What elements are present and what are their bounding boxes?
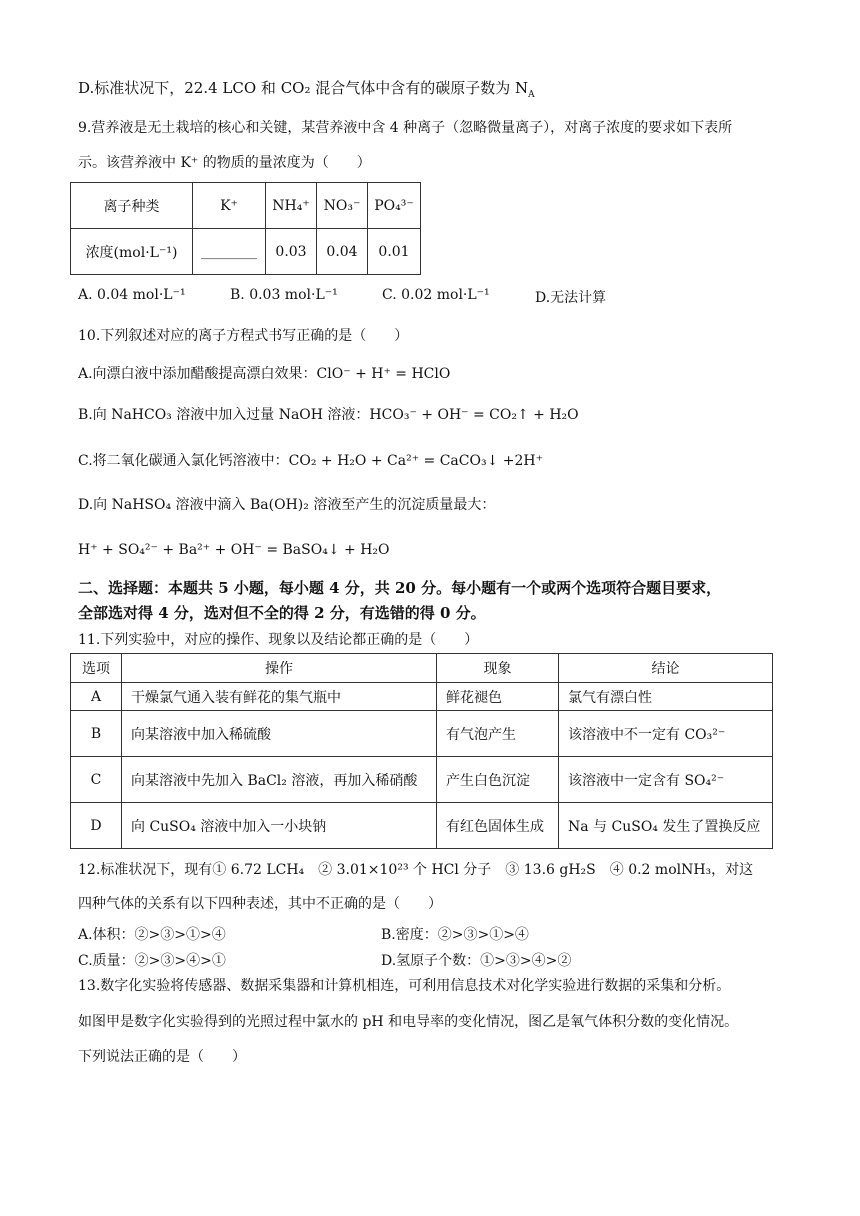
q13-stem-line3: 下列说法正确的是（ ） [78, 1049, 246, 1065]
q11-row-c-label: C [71, 757, 122, 803]
section2-heading-line2: 全部选对得 4 分，选对但不全的得 2 分，有选错的得 0 分。 [78, 604, 486, 622]
section2-heading-line1: 二、选择题：本题共 5 小题，每小题 4 分，共 20 分。每小题有一个或两个选项符合题目要求， [78, 579, 722, 597]
q12-option-b: B.密度：②>③>①>④ [381, 927, 529, 943]
q10-option-a: A.向漂白液中添加醋酸提高漂白效果：ClO⁻ + H⁺ = HClO [78, 366, 451, 382]
q12-option-d: D.氢原子个数：①>③>④>② [381, 953, 572, 969]
q13-stem-line2: 如图甲是数字化实验得到的光照过程中氯水的 pH 和电导率的变化情况，图乙是氧气体积分数的变化情况。 [78, 1014, 739, 1030]
q9-stem-line1: 9.营养液是无土栽培的核心和关键，某营养液中含 4 种离子（忽略微量离子），对离子浓度的要求如下表所 [78, 120, 733, 136]
q11-stem: 11.下列实验中，对应的操作、现象以及结论都正确的是（ ） [78, 632, 479, 648]
q11-row-b-phenomenon: 有气泡产生 [437, 711, 559, 757]
q9-header-k: K⁺ [193, 183, 266, 229]
q11-row-d-label: D [71, 803, 122, 849]
q11-header-phenomenon: 现象 [437, 654, 559, 683]
q10-option-c: C.将二氧化碳通入氯化钙溶液中：CO₂ + H₂O + Ca²⁺ = CaCO₃↓ +2H⁺ [78, 453, 543, 469]
q11-header-operation: 操作 [122, 654, 437, 683]
q9-header-no3: NO₃⁻ [317, 183, 368, 229]
q9-k-blank: ________ [193, 229, 266, 275]
q9-row-label: 浓度(mol·L⁻¹) [71, 229, 193, 275]
q11-row-a-conclusion: 氯气有漂白性 [559, 683, 773, 711]
q12-option-a: A.体积：②>③>①>④ [78, 927, 226, 943]
q11-row-b-label: B [71, 711, 122, 757]
q11-row-c-operation: 向某溶液中先加入 BaCl₂ 溶液，再加入稀硝酸 [122, 757, 437, 803]
q9-option-a: A. 0.04 mol·L⁻¹ [78, 287, 186, 303]
q9-header-po4: PO₄³⁻ [368, 183, 421, 229]
q11-header-conclusion: 结论 [559, 654, 773, 683]
q12-stem-line1: 12.标准状况下，现有① 6.72 LCH₄ ② 3.01×10²³ 个 HCl 分子 ③ 13.6 gH₂S ④ 0.2 molNH₃，对这 [78, 862, 754, 878]
q10-option-d-line2: H⁺ + SO₄²⁻ + Ba²⁺ + OH⁻ = BaSO₄↓ + H₂O [78, 542, 390, 558]
q11-row-a-label: A [71, 683, 122, 711]
q12-option-c: C.质量：②>③>④>① [78, 953, 226, 969]
q11-row-a-phenomenon: 鲜花褪色 [437, 683, 559, 711]
q9-no3-value: 0.04 [317, 229, 368, 275]
q9-stem-line2: 示。该营养液中 K⁺ 的物质的量浓度为（ ） [78, 155, 371, 171]
q11-row-c-phenomenon: 产生白色沉淀 [437, 757, 559, 803]
q9-nh4-value: 0.03 [266, 229, 317, 275]
q9-ion-table [70, 182, 421, 275]
q10-stem: 10.下列叙述对应的离子方程式书写正确的是（ ） [78, 328, 409, 344]
q13-stem-line1: 13.数字化实验将传感器、数据采集器和计算机相连，可利用信息技术对化学实验进行数据的采集和分析。 [78, 978, 731, 994]
q11-header-option: 选项 [71, 654, 122, 683]
q12-stem-line2: 四种气体的关系有以下四种表述，其中不正确的是（ ） [78, 896, 442, 912]
q9-option-d: D.无法计算 [535, 290, 607, 306]
q10-option-b: B.向 NaHCO₃ 溶液中加入过量 NaOH 溶液：HCO₃⁻ + OH⁻ = CO₂↑ + H₂O [78, 407, 579, 423]
q11-experiment-table [70, 653, 773, 849]
q8-option-d: D.标准状况下，22.4 LCO 和 CO₂ 混合气体中含有的碳原子数为 $N_A$ [78, 79, 535, 100]
q11-row-d-phenomenon: 有红色固体生成 [437, 803, 559, 849]
q9-option-c: C. 0.02 mol·L⁻¹ [382, 287, 490, 303]
q11-row-a-operation: 干燥氯气通入装有鲜花的集气瓶中 [122, 683, 437, 711]
q9-header-nh4: NH₄⁺ [266, 183, 317, 229]
q11-row-d-operation: 向 CuSO₄ 溶液中加入一小块钠 [122, 803, 437, 849]
q11-row-d-conclusion: Na 与 CuSO₄ 发生了置换反应 [559, 803, 773, 849]
q9-po4-value: 0.01 [368, 229, 421, 275]
q9-header-ion-type: 离子种类 [71, 183, 193, 229]
q11-row-c-conclusion: 该溶液中一定含有 SO₄²⁻ [559, 757, 773, 803]
q11-row-b-operation: 向某溶液中加入稀硫酸 [122, 711, 437, 757]
q10-option-d-line1: D.向 NaHSO₄ 溶液中滴入 Ba(OH)₂ 溶液至产生的沉淀质量最大： [78, 497, 496, 513]
q11-row-b-conclusion: 该溶液中不一定有 CO₃²⁻ [559, 711, 773, 757]
q9-option-b: B. 0.03 mol·L⁻¹ [230, 287, 338, 303]
